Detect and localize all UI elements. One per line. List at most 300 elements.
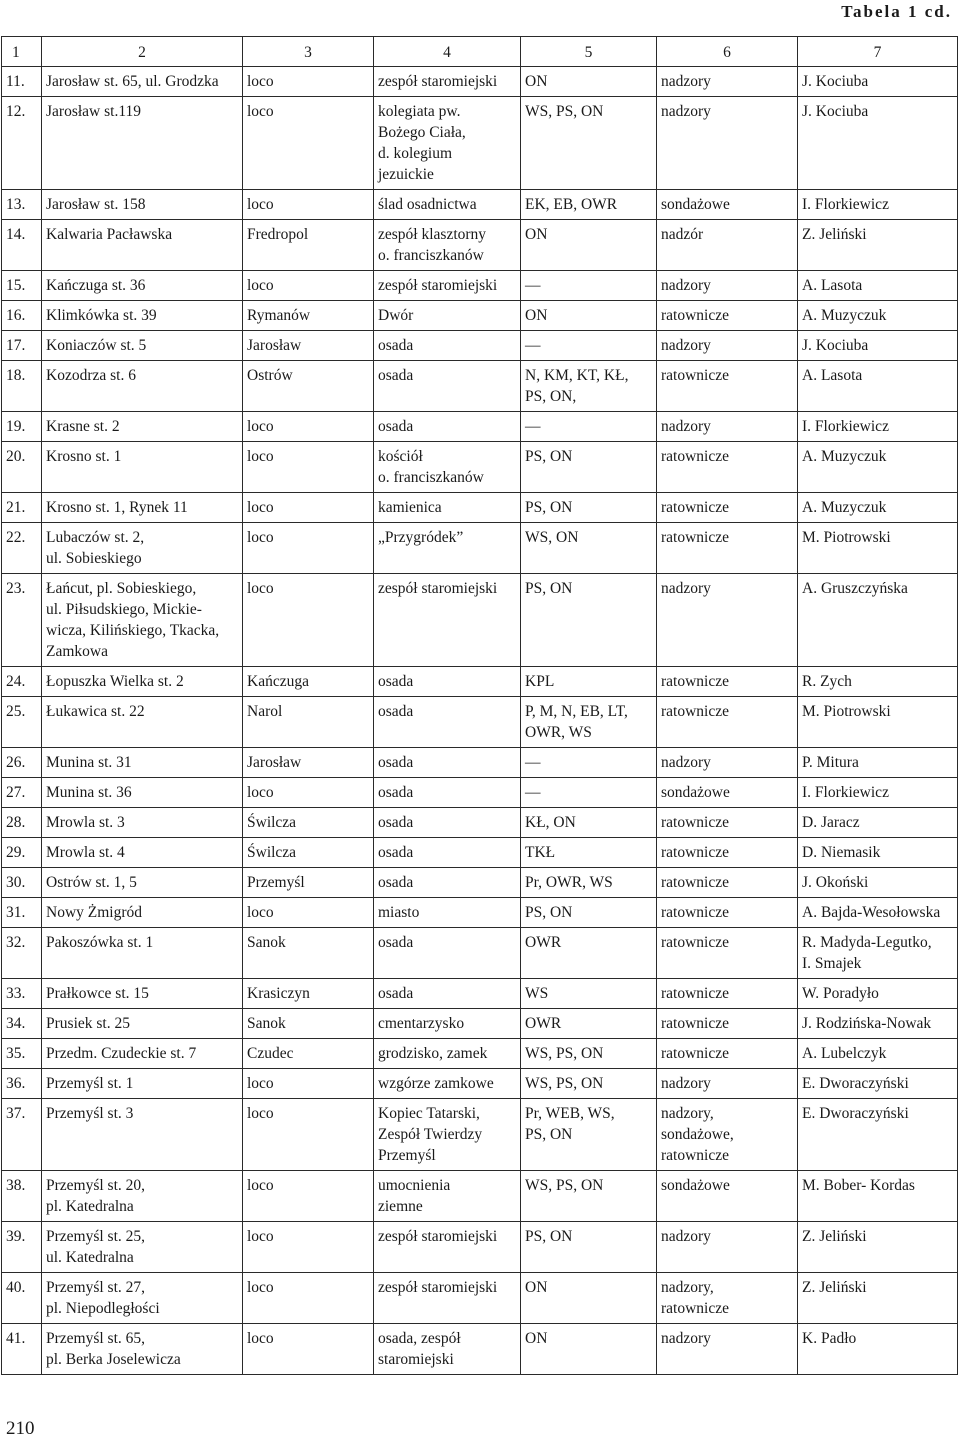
table-row xyxy=(2,331,958,361)
cell-text-line: Bożego Ciała, xyxy=(378,124,466,141)
page-number: 210 xyxy=(6,1418,35,1439)
commune-cell xyxy=(243,1273,374,1324)
row-number xyxy=(2,190,42,220)
cell-text-line: Munina st. 36 xyxy=(46,784,132,801)
cell-text-line: OWR, WS xyxy=(525,724,592,741)
cell-text-line: loco xyxy=(247,448,274,465)
cell-text-line: osada xyxy=(378,934,414,951)
commune-cell xyxy=(243,220,374,271)
cell-text-line: ratownicze xyxy=(661,367,729,384)
cell-text-line: loco xyxy=(247,1228,274,1245)
cell-text-line: ratownicze xyxy=(661,448,729,465)
commune-cell xyxy=(243,808,374,838)
site-type-cell xyxy=(374,97,521,190)
row-number xyxy=(2,301,42,331)
cell-text-line: J. Kociuba xyxy=(802,73,869,90)
cell-text-line: Klimkówka st. 39 xyxy=(46,307,157,324)
cell-text-line: zespół staromiejski xyxy=(378,277,498,294)
cell-text-line: Jarosław xyxy=(247,337,302,354)
researcher-cell xyxy=(798,1273,958,1324)
research-type-cell xyxy=(657,697,798,748)
table-row xyxy=(2,97,958,190)
cell-text-line: o. franciszkanów xyxy=(378,469,484,486)
location-cell xyxy=(42,778,243,808)
site-type-cell xyxy=(374,493,521,523)
cell-text-line: ratownicze xyxy=(661,874,729,891)
cell-text-line: EK, EB, OWR xyxy=(525,196,618,213)
cell-text-line: zespół staromiejski xyxy=(378,1279,498,1296)
cell-text-line: osada xyxy=(378,985,414,1002)
cell-text-line: loco xyxy=(247,580,274,597)
researcher-cell xyxy=(798,1171,958,1222)
commune-cell xyxy=(243,778,374,808)
cell-text-line: nadzory xyxy=(661,754,711,771)
cell-text-line: Prusiek st. 25 xyxy=(46,1015,130,1032)
researcher-cell xyxy=(798,331,958,361)
cell-text-line: osada xyxy=(378,337,414,354)
cell-text-line: zespół staromiejski xyxy=(378,1228,498,1245)
culture-cell xyxy=(521,898,657,928)
location-cell xyxy=(42,1171,243,1222)
cell-text-line: ratownicze xyxy=(661,1045,729,1062)
cell-text-line: WS, PS, ON xyxy=(525,1177,604,1194)
row-number xyxy=(2,808,42,838)
cell-text-line: jezuickie xyxy=(378,166,434,183)
cell-text-line: nadzory xyxy=(661,73,711,90)
cell-text-line: 31. xyxy=(6,904,26,921)
table-row xyxy=(2,979,958,1009)
row-number xyxy=(2,697,42,748)
culture-cell xyxy=(521,1039,657,1069)
cell-text-line: loco xyxy=(247,1105,274,1122)
cell-text-line: A. Muzyczuk xyxy=(802,307,887,324)
cell-text-line: 32. xyxy=(6,934,26,951)
cell-text-line: N, KM, KT, KŁ, xyxy=(525,367,629,384)
research-type-cell xyxy=(657,1099,798,1171)
cell-text-line: PS, ON xyxy=(525,499,573,516)
site-type-cell xyxy=(374,361,521,412)
culture-cell xyxy=(521,667,657,697)
cell-text-line: osada xyxy=(378,418,414,435)
cell-text-line: loco xyxy=(247,196,274,213)
table-row xyxy=(2,1222,958,1273)
commune-cell xyxy=(243,412,374,442)
cell-text-line: 22. xyxy=(6,529,26,546)
cell-text-line: — xyxy=(525,277,541,294)
row-number xyxy=(2,1273,42,1324)
culture-cell xyxy=(521,748,657,778)
culture-cell xyxy=(521,574,657,667)
cell-text-line: Przemyśl st. 25, xyxy=(46,1228,146,1245)
cell-text-line: KŁ, ON xyxy=(525,814,576,831)
culture-cell xyxy=(521,697,657,748)
cell-text-line: Lubaczów st. 2, xyxy=(46,529,145,546)
culture-cell xyxy=(521,868,657,898)
cell-text-line: ON xyxy=(525,1330,548,1347)
cell-text-line: 26. xyxy=(6,754,26,771)
table-row xyxy=(2,868,958,898)
research-type-cell xyxy=(657,574,798,667)
location-cell xyxy=(42,523,243,574)
cell-text-line: Z. Jeliński xyxy=(802,226,867,243)
research-type-cell xyxy=(657,808,798,838)
location-cell xyxy=(42,1324,243,1375)
site-type-cell xyxy=(374,697,521,748)
row-number xyxy=(2,493,42,523)
researcher-cell xyxy=(798,220,958,271)
cell-text-line: loco xyxy=(247,904,274,921)
culture-cell xyxy=(521,493,657,523)
cell-text-line: miasto xyxy=(378,904,420,921)
research-type-cell xyxy=(657,748,798,778)
cell-text-line: Kozodrza st. 6 xyxy=(46,367,136,384)
cell-text-line: M. Piotrowski xyxy=(802,529,891,546)
row-number xyxy=(2,97,42,190)
header-cell: 7 xyxy=(798,37,958,67)
culture-cell xyxy=(521,778,657,808)
cell-text-line: 17. xyxy=(6,337,26,354)
cell-text-line: nadzory, xyxy=(661,1279,714,1296)
cell-text-line: 38. xyxy=(6,1177,26,1194)
commune-cell xyxy=(243,748,374,778)
cell-text-line: Mrowla st. 4 xyxy=(46,844,125,861)
cell-text-line: Czudec xyxy=(247,1045,294,1062)
cell-text-line: 37. xyxy=(6,1105,26,1122)
cell-text-line: I. Florkiewicz xyxy=(802,418,889,435)
culture-cell xyxy=(521,1009,657,1039)
location-cell xyxy=(42,868,243,898)
cell-text-line: osada xyxy=(378,367,414,384)
research-type-cell xyxy=(657,67,798,97)
row-number xyxy=(2,1222,42,1273)
cell-text-line: A. Gruszczyńska xyxy=(802,580,908,597)
cell-text-line: 23. xyxy=(6,580,26,597)
researcher-cell xyxy=(798,898,958,928)
cell-text-line: K. Padło xyxy=(802,1330,857,1347)
cell-text-line: ratownicze xyxy=(661,1300,729,1317)
location-cell xyxy=(42,67,243,97)
cell-text-line: Przemyśl xyxy=(247,874,305,891)
researcher-cell xyxy=(798,928,958,979)
cell-text-line: Przemyśl st. 20, xyxy=(46,1177,146,1194)
cell-text-line: 20. xyxy=(6,448,26,465)
table-body xyxy=(2,37,958,1375)
site-type-cell xyxy=(374,667,521,697)
cell-text-line: Przemyśl st. 27, xyxy=(46,1279,146,1296)
cell-text-line: Jarosław st. 158 xyxy=(46,196,146,213)
site-type-cell xyxy=(374,898,521,928)
culture-cell xyxy=(521,301,657,331)
research-type-cell xyxy=(657,1273,798,1324)
researcher-cell xyxy=(798,778,958,808)
row-number xyxy=(2,778,42,808)
cell-text-line: M. Piotrowski xyxy=(802,703,891,720)
cell-text-line: A. Lasota xyxy=(802,277,863,294)
cell-text-line: Sanok xyxy=(247,934,286,951)
cell-text-line: nadzory, xyxy=(661,1105,714,1122)
cell-text-line: ratownicze xyxy=(661,307,729,324)
row-number xyxy=(2,1324,42,1375)
location-cell xyxy=(42,190,243,220)
cell-text-line: WS, PS, ON xyxy=(525,1045,604,1062)
table-row xyxy=(2,808,958,838)
cell-text-line: TKŁ xyxy=(525,844,556,861)
table-row xyxy=(2,1009,958,1039)
cell-text-line: KPL xyxy=(525,673,555,690)
row-number xyxy=(2,838,42,868)
researcher-cell xyxy=(798,979,958,1009)
research-type-cell xyxy=(657,331,798,361)
cell-text-line: wzgórze zamkowe xyxy=(378,1075,494,1092)
cell-text-line: pl. Berka Joselewicza xyxy=(46,1351,181,1368)
researcher-cell xyxy=(798,190,958,220)
cell-text-line: ON xyxy=(525,226,548,243)
research-type-cell xyxy=(657,979,798,1009)
cell-text-line: Zespół Twierdzy xyxy=(378,1126,483,1143)
row-number xyxy=(2,67,42,97)
commune-cell xyxy=(243,442,374,493)
location-cell xyxy=(42,898,243,928)
research-type-cell xyxy=(657,928,798,979)
cell-text-line: umocnienia xyxy=(378,1177,451,1194)
site-type-cell xyxy=(374,523,521,574)
researcher-cell xyxy=(798,748,958,778)
cell-text-line: R. Zych xyxy=(802,673,852,690)
row-number xyxy=(2,1099,42,1171)
cell-text-line: osada xyxy=(378,673,414,690)
cell-text-line: Łukawica st. 22 xyxy=(46,703,145,720)
cell-text-line: 19. xyxy=(6,418,26,435)
commune-cell xyxy=(243,928,374,979)
cell-text-line: 12. xyxy=(6,103,26,120)
cell-text-line: Kopiec Tatarski, xyxy=(378,1105,480,1122)
table-row xyxy=(2,271,958,301)
cell-text-line: loco xyxy=(247,103,274,120)
header-cell: 5 xyxy=(521,37,657,67)
cell-text-line: P. Mitura xyxy=(802,754,859,771)
cell-text-line: zespół klasztorny xyxy=(378,226,487,243)
research-type-cell xyxy=(657,1039,798,1069)
cell-text-line: J. Rodzińska-Nowak xyxy=(802,1015,932,1032)
cell-text-line: nadzory xyxy=(661,1075,711,1092)
research-type-cell xyxy=(657,523,798,574)
cell-text-line: PS, ON xyxy=(525,904,573,921)
cell-text-line: ON xyxy=(525,1279,548,1296)
site-type-cell xyxy=(374,748,521,778)
site-type-cell xyxy=(374,220,521,271)
research-type-cell xyxy=(657,301,798,331)
research-type-cell xyxy=(657,1222,798,1273)
cell-text-line: WS, PS, ON xyxy=(525,1075,604,1092)
culture-cell xyxy=(521,1171,657,1222)
cell-text-line: W. Poradyło xyxy=(802,985,879,1002)
cell-text-line: Kalwaria Pacławska xyxy=(46,226,173,243)
sites-table xyxy=(1,36,958,1375)
research-type-cell xyxy=(657,271,798,301)
header-cell: 6 xyxy=(657,37,798,67)
research-type-cell xyxy=(657,220,798,271)
cell-text-line: Kańczuga st. 36 xyxy=(46,277,146,294)
cell-text-line: osada xyxy=(378,874,414,891)
location-cell xyxy=(42,220,243,271)
cell-text-line: Dwór xyxy=(378,307,414,324)
cell-text-line: sondażowe xyxy=(661,1177,730,1194)
cell-text-line: zespół staromiejski xyxy=(378,580,498,597)
location-cell xyxy=(42,697,243,748)
commune-cell xyxy=(243,493,374,523)
cell-text-line: P, M, N, EB, LT, xyxy=(525,703,628,720)
commune-cell xyxy=(243,898,374,928)
researcher-cell xyxy=(798,67,958,97)
cell-text-line: 36. xyxy=(6,1075,26,1092)
culture-cell xyxy=(521,1324,657,1375)
location-cell xyxy=(42,667,243,697)
research-type-cell xyxy=(657,97,798,190)
site-type-cell xyxy=(374,1324,521,1375)
table-row xyxy=(2,361,958,412)
row-number xyxy=(2,1069,42,1099)
table-header-row xyxy=(2,37,958,67)
culture-cell xyxy=(521,523,657,574)
commune-cell xyxy=(243,838,374,868)
commune-cell xyxy=(243,697,374,748)
cell-text-line: 40. xyxy=(6,1279,26,1296)
cell-text-line: loco xyxy=(247,73,274,90)
culture-cell xyxy=(521,442,657,493)
site-type-cell xyxy=(374,331,521,361)
cell-text-line: nadzory xyxy=(661,418,711,435)
row-number xyxy=(2,979,42,1009)
location-cell xyxy=(42,1099,243,1171)
site-type-cell xyxy=(374,1039,521,1069)
cell-text-line: Przemyśl xyxy=(378,1147,436,1164)
cell-text-line: nadzór xyxy=(661,226,704,243)
research-type-cell xyxy=(657,361,798,412)
site-type-cell xyxy=(374,1171,521,1222)
cell-text-line: 16. xyxy=(6,307,26,324)
cell-text-line: PS, ON xyxy=(525,580,573,597)
header-cell: 4 xyxy=(374,37,521,67)
cell-text-line: Sanok xyxy=(247,1015,286,1032)
cell-text-line: 25. xyxy=(6,703,26,720)
cell-text-line: J. Kociuba xyxy=(802,103,869,120)
table-row xyxy=(2,748,958,778)
cell-text-line: — xyxy=(525,337,541,354)
cell-text-line: o. franciszkanów xyxy=(378,247,484,264)
cell-text-line: 21. xyxy=(6,499,26,516)
researcher-cell xyxy=(798,412,958,442)
researcher-cell xyxy=(798,1069,958,1099)
row-number xyxy=(2,412,42,442)
researcher-cell xyxy=(798,808,958,838)
cell-text-line: sondażowe xyxy=(661,196,730,213)
row-number xyxy=(2,667,42,697)
cell-text-line: ul. Piłsudskiego, Mickie- xyxy=(46,601,202,618)
cell-text-line: I. Florkiewicz xyxy=(802,784,889,801)
cell-text-line: Przemyśl st. 3 xyxy=(46,1105,134,1122)
culture-cell xyxy=(521,1099,657,1171)
location-cell xyxy=(42,808,243,838)
cell-text-line: loco xyxy=(247,784,274,801)
researcher-cell xyxy=(798,1009,958,1039)
location-cell xyxy=(42,442,243,493)
cell-text-line: nadzory xyxy=(661,337,711,354)
site-type-cell xyxy=(374,928,521,979)
location-cell xyxy=(42,979,243,1009)
cell-text-line: sondażowe xyxy=(661,784,730,801)
cell-text-line: 18. xyxy=(6,367,26,384)
site-type-cell xyxy=(374,190,521,220)
commune-cell xyxy=(243,271,374,301)
row-number xyxy=(2,748,42,778)
cell-text-line: loco xyxy=(247,1330,274,1347)
cell-text-line: 24. xyxy=(6,673,26,690)
cell-text-line: osada xyxy=(378,703,414,720)
cell-text-line: OWR xyxy=(525,934,562,951)
table-row xyxy=(2,442,958,493)
cell-text-line: Z. Jeliński xyxy=(802,1279,867,1296)
cell-text-line: loco xyxy=(247,1177,274,1194)
location-cell xyxy=(42,1039,243,1069)
cell-text-line: kolegiata pw. xyxy=(378,103,461,120)
cell-text-line: pl. Niepodległości xyxy=(46,1300,160,1317)
row-number xyxy=(2,868,42,898)
cell-text-line: Ostrów st. 1, 5 xyxy=(46,874,137,891)
row-number xyxy=(2,442,42,493)
research-type-cell xyxy=(657,1171,798,1222)
research-type-cell xyxy=(657,778,798,808)
cell-text-line: zespół staromiejski xyxy=(378,73,498,90)
row-number xyxy=(2,898,42,928)
site-type-cell xyxy=(374,412,521,442)
cell-text-line: A. Lasota xyxy=(802,367,863,384)
commune-cell xyxy=(243,1171,374,1222)
cell-text-line: Kańczuga xyxy=(247,673,309,690)
research-type-cell xyxy=(657,838,798,868)
cell-text-line: Narol xyxy=(247,703,283,720)
cell-text-line: 41. xyxy=(6,1330,26,1347)
researcher-cell xyxy=(798,868,958,898)
row-number xyxy=(2,574,42,667)
culture-cell xyxy=(521,1222,657,1273)
table-row xyxy=(2,838,958,868)
cell-text-line: Mrowla st. 3 xyxy=(46,814,125,831)
cell-text-line: Jarosław st.119 xyxy=(46,103,141,120)
researcher-cell xyxy=(798,697,958,748)
cell-text-line: I. Smajek xyxy=(802,955,862,972)
cell-text-line: Świlcza xyxy=(247,844,297,861)
cell-text-line: loco xyxy=(247,499,274,516)
cell-text-line: ul. Sobieskiego xyxy=(46,550,142,567)
location-cell xyxy=(42,838,243,868)
commune-cell xyxy=(243,979,374,1009)
site-type-cell xyxy=(374,838,521,868)
site-type-cell xyxy=(374,1099,521,1171)
cell-text-line: osada, zespół xyxy=(378,1330,461,1347)
table-row xyxy=(2,778,958,808)
table-row xyxy=(2,1099,958,1171)
cell-text-line: sondażowe, xyxy=(661,1126,734,1143)
cell-text-line: loco xyxy=(247,277,274,294)
researcher-cell xyxy=(798,361,958,412)
culture-cell xyxy=(521,361,657,412)
culture-cell xyxy=(521,928,657,979)
row-number xyxy=(2,1039,42,1069)
row-number xyxy=(2,331,42,361)
row-number xyxy=(2,523,42,574)
cell-text-line: R. Madyda-Legutko, xyxy=(802,934,932,951)
cell-text-line: ratownicze xyxy=(661,673,729,690)
